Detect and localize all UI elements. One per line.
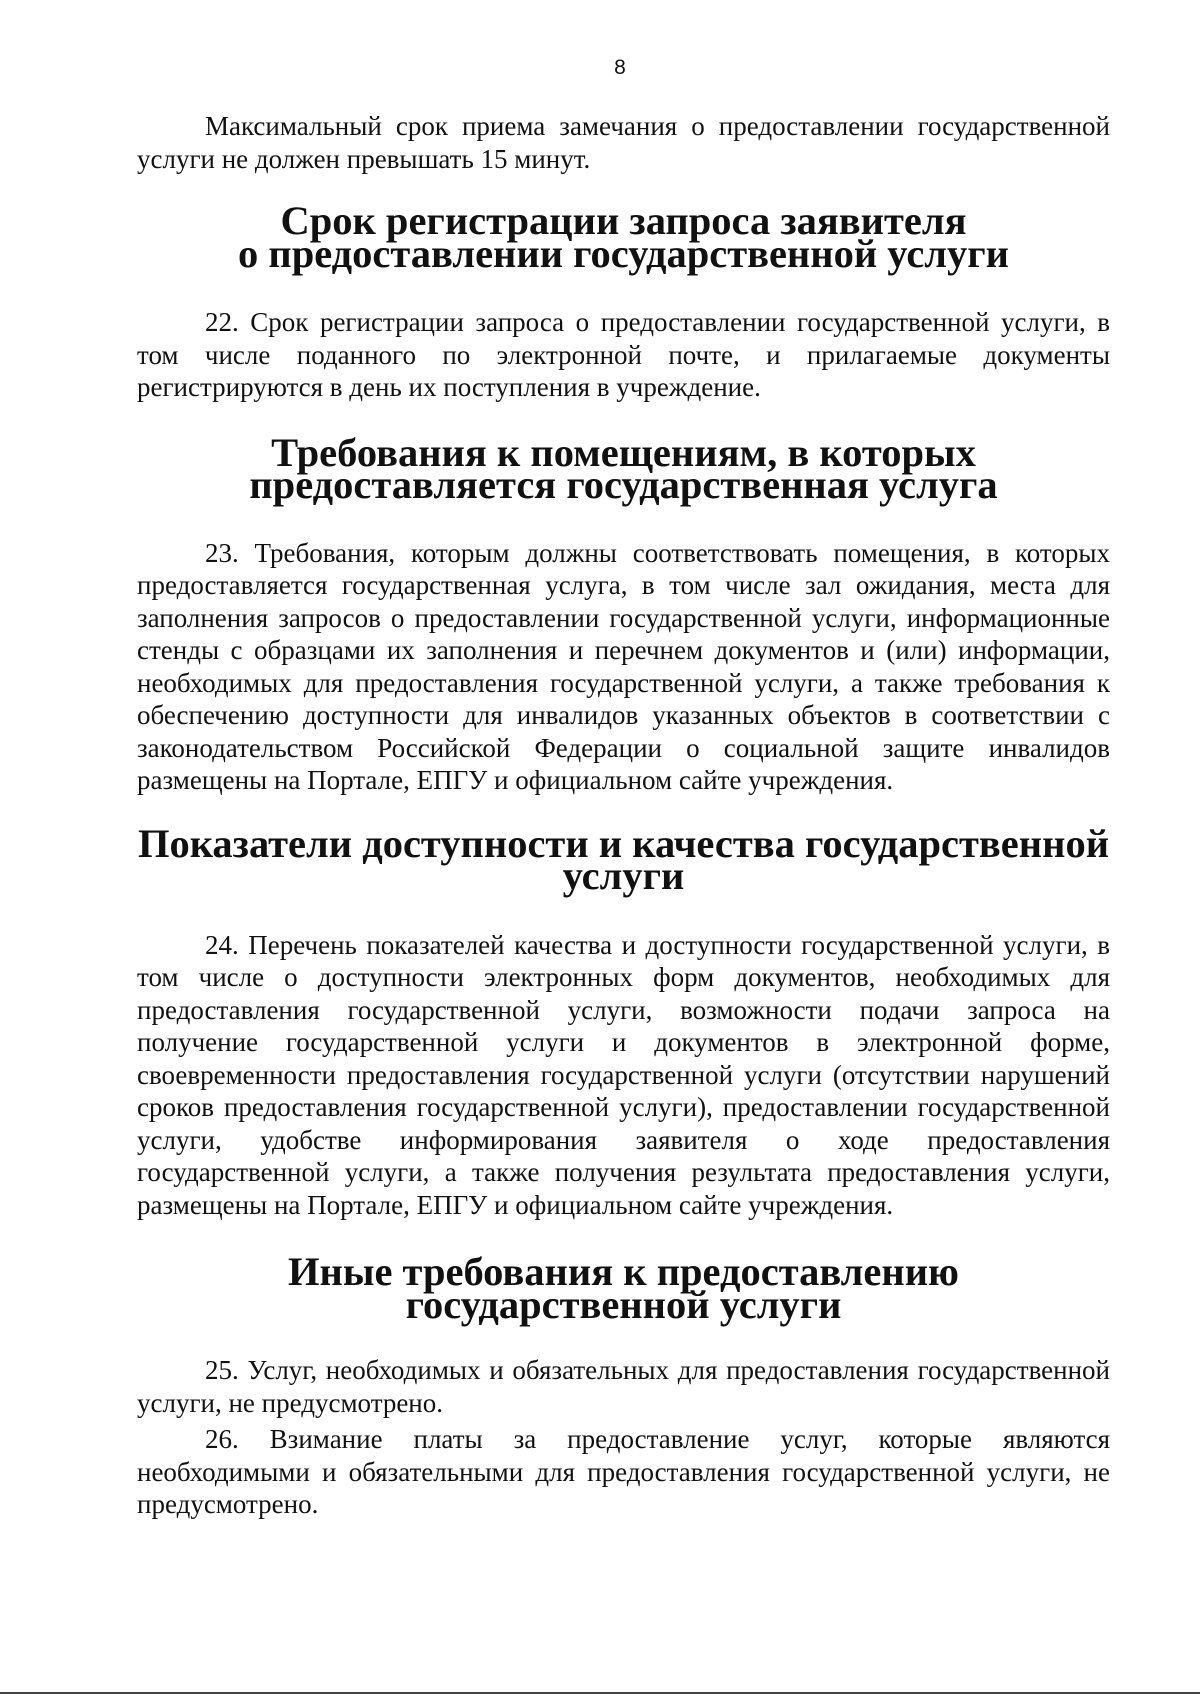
paragraph-23: 23. Требования, которым должны соответствовать помещения, в которых предоставляется государственная услуга, в том числе зал ожидания, места для заполнения запросов о предоставлении государственной услуги, информационные стенды с образцами их заполнения и перечнем документов и (или) информации, необходимых для предоставления государственной услуги, а также требования к обеспечению доступности для инвалидов указанных объектов в соответствии с законодательством Российской Федерации о социальной защите инвалидов размещены на Портале, ЕПГУ и официальном сайте учреждения. [137, 537, 1110, 795]
paragraph-22: 22. Срок регистрации запроса о предоставлении государственной услуги, в том числе поданного по электронной почте, и прилагаемые документы регистрируются в день их поступления в учреждение. [137, 307, 1110, 402]
quality-heading: Показатели доступности и качества государственной услуги [137, 820, 1110, 898]
registration-heading-line-1: Срок регистрации запроса заявителя [280, 198, 967, 243]
other-requirements-heading: Иные требования к предоставлению государственной услуги [288, 1249, 959, 1327]
paragraph-26: 26. Взимание платы за предоставление услуг, которые являются необходимыми и обязательными для предоставления государственной услуги, не предусмотрено. [137, 1424, 1110, 1519]
paragraph-24: 24. Перечень показателей качества и доступности государственной услуги, в том числе о доступности электронных форм документов, необходимых для предоставления государственной услуги, возможности подачи запроса на получение государственной услуги и документов в электронной форме, своевременности предоставления государственной услуги (отсутствии нарушений сроков предоставления государственной услуги), предоставлении государственной услуги, удобстве информирования заявителя о ходе предоставления государственной услуги, а также получения результата предоставления услуги, размещены на Портале, ЕПГУ и официальном сайте учреждения. [137, 929, 1110, 1220]
premises-heading-line-2: предоставляется государственная услуга [249, 462, 998, 507]
page-number: 8 [614, 56, 626, 79]
registration-heading [137, 198, 1110, 276]
premises-heading [137, 429, 1110, 507]
registration-heading-line-2: о предоставлении государственной услуги [237, 230, 1009, 276]
page-bottom-rule [0, 1692, 1200, 1694]
premises-heading-line-1: Требования к помещениям, в которых [271, 429, 976, 475]
paragraph-25: 25. Услуг, необходимых и обязательных для предоставления государственной услуги, не предусмотрено. [137, 1355, 1110, 1418]
document-body [137, 110, 1110, 1521]
intro-paragraph: Максимальный срок приема замечания о предоставлении государственной услуги не должен превышать 15 минут. [137, 111, 1110, 174]
